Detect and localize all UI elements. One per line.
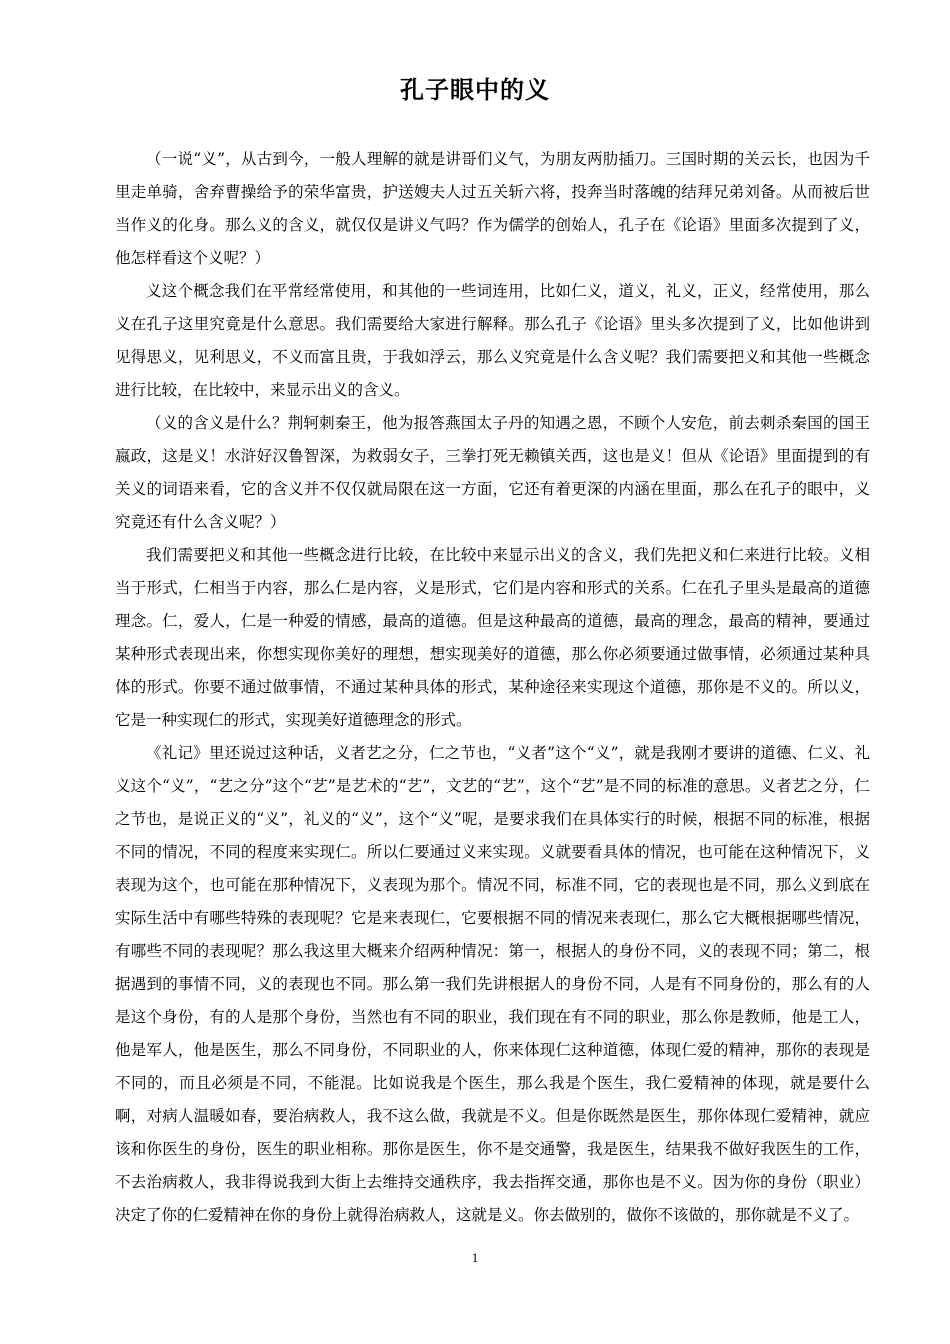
paragraph: （义的含义是什么？荆轲刺秦王，他为报答燕国太子丹的知遇之恩，不顾个人安危，前去刺杀秦国的国王嬴政，这是义！水浒好汉鲁智深，为救弱女子，三拳打死无赖镇关西，这也是义！但从《论语》里面提到的有关义的词语来看，它的含义并不仅仅就局限在这一方面，它还有着更深的内涵在里面，那么在孔子的眼中，义究竟还有什么含义呢？） [115,414,870,531]
paragraph: 我们需要把义和其他一些概念进行比较，在比较中来显示出义的含义，我们先把义和仁来进行比较。义相当于形式，仁相当于内容，那么仁是内容，义是形式，它们是内容和形式的关系。仁在孔子里头是最高的道德理念。仁，爱人，仁是一种爱的情感，最高的道德。但是这种最高的道德，最高的理念，最高的精神，要通过某种形式表现出来，你想实现你美好的理想，想实现美好的道德，那么你必须要通过做事情，必须通过某种具体的形式。你要不通过做事情，不通过某种具体的形式，某种途径来实现这个道德，那你是不义的。所以义，它是一种实现仁的形式，实现美好道德理念的形式。 [115,546,870,729]
paragraph: （一说“义”，从古到今，一般人理解的就是讲哥们义气，为朋友两肋插刀。三国时期的关云长，也因为千里走单骑，舍弃曹操给予的荣华富贵，护送嫂夫人过五关斩六将，投奔当时落魄的结拜兄弟刘备。从而被后世当作义的化身。那么义的含义，就仅仅是讲义气吗？作为儒学的创始人，孔子在《论语》里面多次提到了义，他怎样看这个义呢？） [115,150,870,267]
document-body [115,143,870,1232]
paragraph: 《礼记》里还说过这种话，义者艺之分，仁之节也，“义者”这个“义”，就是我刚才要讲的道德、仁义、礼义这个“义”，“艺之分”这个“艺”是艺术的“艺”，文艺的“艺”，这个“艺”是不同的标准的意思。义者艺之分，仁之节也，是说正义的“义”，礼义的“义”，这个“义”呢，是要求我们在具体实行的时候，根据不同的标准，根据不同的情况，不同的程度来实现仁。所以仁要通过义来实现。义就要看具体的情况，也可能在这种情况下，义表现为这个，也可能在那种情况下，义表现为那个。情况不同，标准不同，它的表现也是不同，那么义到底在实际生活中有哪些特殊的表现呢？它是来表现仁，它要根据不同的情况来表现仁，那么它大概根据哪些情况，有哪些不同的表现呢？那么我这里大概来介绍两种情况：第一，根据人的身份不同，义的表现不同；第二，根据遇到的事情不同，义的表现也不同。那么第一我们先讲根据人的身份不同，人是有不同身份的，那么有的人是这个身份，有的人是那个身份，当然也有不同的职业，我们现在有不同的职业，那么你是教师，他是工人，他是军人，他是医生，那么不同身份，不同职业的人，你来体现仁这种道德，体现仁爱的精神，那你的表现是不同的，而且必须是不同，不能混。比如说我是个医生，那么我是个医生，我仁爱精神的体现，就是要什么啊，对病人温暖如春，要治病救人，我不这么做，我就是不义。但是你既然是医生，那你体现仁爱精神，就应该和你医生的身份，医生的职业相称。那你是医生，你不是交通警，我是医生，结果我不做好我医生的工作，不去治病救人，我非得说我到大街上去维持交通秩序，我去指挥交通，那你也是不义。因为你的身份（职业）决定了你的仁爱精神在你的身份上就得治病救人，这就是义。你去做别的，做你不该做的，那你就是不义了。 [115,744,870,1224]
document-title: 孔子眼中的义 [400,76,550,104]
paragraph: 义这个概念我们在平常经常使用，和其他的一些词连用，比如仁义，道义，礼义，正义，经常使用，那么义在孔子这里究竟是什么意思。我们需要给大家进行解释。那么孔子《论语》里头多次提到了义，比如他讲到见得思义，见利思义，不义而富且贵，于我如浮云，那么义究竟是什么含义呢？我们需要把义和其他一些概念进行比较，在比较中，来显示出义的含义。 [115,282,870,399]
page-number: 1 [471,1250,479,1265]
